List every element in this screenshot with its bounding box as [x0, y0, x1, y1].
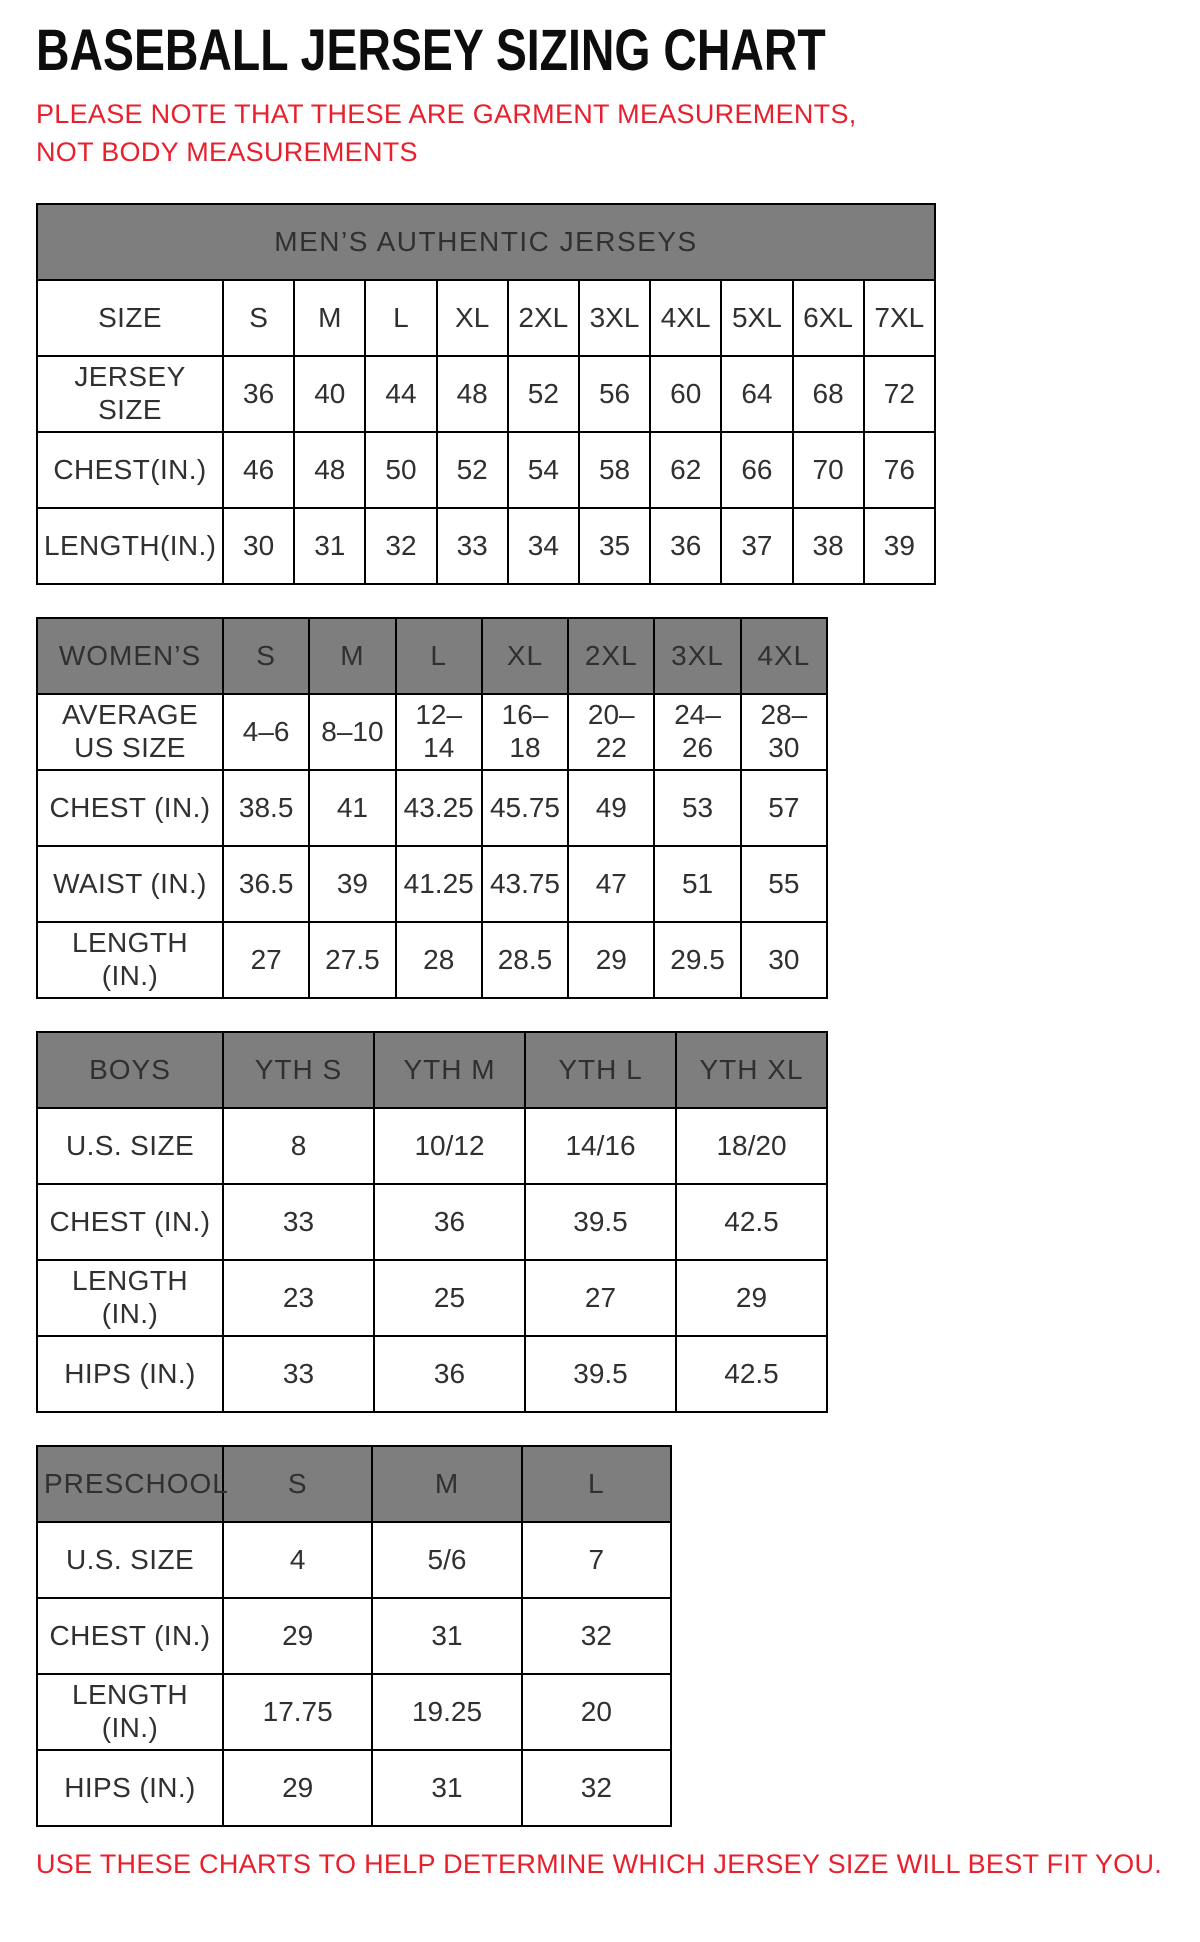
preschool-header-col-2: L — [522, 1446, 671, 1522]
mens-banner-row — [37, 204, 935, 280]
mens-cell-1-7: 64 — [721, 356, 792, 432]
preschool-cell-3-0: 29 — [223, 1750, 372, 1826]
mens-cell-2-6: 62 — [650, 432, 721, 508]
womens-row-label-1: CHEST (IN.) — [37, 770, 223, 846]
womens-cell-1-5: 53 — [654, 770, 740, 846]
mens-cell-0-6: 4XL — [650, 280, 721, 356]
preschool-header-label: PRESCHOOL — [37, 1446, 223, 1522]
womens-header-row — [37, 618, 827, 694]
womens-sizing-table — [36, 617, 828, 999]
womens-cell-2-3: 43.75 — [482, 846, 568, 922]
preschool-cell-2-0: 17.75 — [223, 1674, 372, 1750]
preschool-header-col-0: S — [223, 1446, 372, 1522]
page-title — [36, 20, 1172, 83]
womens-cell-3-4: 29 — [568, 922, 654, 998]
womens-row-2 — [37, 846, 827, 922]
preschool-cell-2-1: 19.25 — [372, 1674, 521, 1750]
womens-cell-0-0: 4–6 — [223, 694, 309, 770]
womens-cell-1-2: 43.25 — [396, 770, 482, 846]
boys-cell-0-3: 18/20 — [676, 1108, 827, 1184]
womens-row-0 — [37, 694, 827, 770]
mens-cell-1-2: 44 — [365, 356, 436, 432]
womens-cell-3-1: 27.5 — [309, 922, 395, 998]
boys-header-label: BOYS — [37, 1032, 223, 1108]
preschool-row-2 — [37, 1674, 671, 1750]
mens-cell-3-1: 31 — [294, 508, 365, 584]
mens-cell-1-6: 60 — [650, 356, 721, 432]
womens-header-col-0: S — [223, 618, 309, 694]
preschool-header-col-1: M — [372, 1446, 521, 1522]
mens-cell-0-4: 2XL — [508, 280, 579, 356]
womens-cell-3-5: 29.5 — [654, 922, 740, 998]
mens-cell-1-9: 72 — [864, 356, 935, 432]
preschool-cell-3-1: 31 — [372, 1750, 521, 1826]
boys-row-label-0: U.S. SIZE — [37, 1108, 223, 1184]
mens-cell-2-1: 48 — [294, 432, 365, 508]
womens-header-label: WOMEN’S — [37, 618, 223, 694]
womens-cell-0-1: 8–10 — [309, 694, 395, 770]
womens-header-col-2: L — [396, 618, 482, 694]
mens-cell-3-0: 30 — [223, 508, 294, 584]
womens-header-col-5: 3XL — [654, 618, 740, 694]
mens-cell-0-2: L — [365, 280, 436, 356]
womens-cell-0-5: 24–26 — [654, 694, 740, 770]
womens-cell-1-0: 38.5 — [223, 770, 309, 846]
mens-row-3 — [37, 508, 935, 584]
mens-row-0 — [37, 280, 935, 356]
mens-cell-1-4: 52 — [508, 356, 579, 432]
womens-row-label-3: LENGTH (IN.) — [37, 922, 223, 998]
womens-cell-2-6: 55 — [741, 846, 827, 922]
mens-row-1 — [37, 356, 935, 432]
boys-row-2 — [37, 1260, 827, 1336]
womens-cell-0-4: 20–22 — [568, 694, 654, 770]
boys-header-col-1: YTH M — [374, 1032, 525, 1108]
mens-cell-2-2: 50 — [365, 432, 436, 508]
preschool-cell-1-1: 31 — [372, 1598, 521, 1674]
preschool-cell-1-0: 29 — [223, 1598, 372, 1674]
womens-cell-2-1: 39 — [309, 846, 395, 922]
mens-cell-0-1: M — [294, 280, 365, 356]
boys-header-col-3: YTH XL — [676, 1032, 827, 1108]
mens-cell-2-0: 46 — [223, 432, 294, 508]
womens-header-col-4: 2XL — [568, 618, 654, 694]
mens-cell-1-8: 68 — [793, 356, 864, 432]
boys-cell-0-2: 14/16 — [525, 1108, 676, 1184]
mens-cell-3-5: 35 — [579, 508, 650, 584]
womens-row-label-0: AVERAGE US SIZE — [37, 694, 223, 770]
mens-cell-1-0: 36 — [223, 356, 294, 432]
womens-cell-1-4: 49 — [568, 770, 654, 846]
mens-sizing-table — [36, 203, 936, 585]
mens-cell-1-1: 40 — [294, 356, 365, 432]
boys-row-label-1: CHEST (IN.) — [37, 1184, 223, 1260]
mens-cell-1-5: 56 — [579, 356, 650, 432]
boys-sizing-table — [36, 1031, 828, 1413]
preschool-sizing-table — [36, 1445, 672, 1827]
preschool-cell-1-2: 32 — [522, 1598, 671, 1674]
mens-row-label-0: SIZE — [37, 280, 223, 356]
womens-cell-2-4: 47 — [568, 846, 654, 922]
footer-note: USE THESE CHARTS TO HELP DETERMINE WHICH JERSEY SIZE WILL BEST FIT YOU. — [36, 1848, 1163, 1879]
preschool-row-label-3: HIPS (IN.) — [37, 1750, 223, 1826]
preschool-cell-0-0: 4 — [223, 1522, 372, 1598]
boys-cell-1-3: 42.5 — [676, 1184, 827, 1260]
boys-cell-2-3: 29 — [676, 1260, 827, 1336]
mens-cell-0-5: 3XL — [579, 280, 650, 356]
mens-cell-0-9: 7XL — [864, 280, 935, 356]
boys-cell-1-0: 33 — [223, 1184, 374, 1260]
mens-cell-3-8: 38 — [793, 508, 864, 584]
boys-cell-2-0: 23 — [223, 1260, 374, 1336]
womens-cell-2-0: 36.5 — [223, 846, 309, 922]
boys-cell-2-2: 27 — [525, 1260, 676, 1336]
mens-cell-3-3: 33 — [437, 508, 508, 584]
mens-cell-2-7: 66 — [721, 432, 792, 508]
mens-cell-0-0: S — [223, 280, 294, 356]
preschool-row-label-2: LENGTH (IN.) — [37, 1674, 223, 1750]
mens-cell-2-9: 76 — [864, 432, 935, 508]
womens-cell-3-3: 28.5 — [482, 922, 568, 998]
boys-cell-1-1: 36 — [374, 1184, 525, 1260]
boys-cell-3-0: 33 — [223, 1336, 374, 1412]
boys-cell-0-0: 8 — [223, 1108, 374, 1184]
mens-cell-1-3: 48 — [437, 356, 508, 432]
boys-cell-3-1: 36 — [374, 1336, 525, 1412]
preschool-row-label-1: CHEST (IN.) — [37, 1598, 223, 1674]
boys-cell-0-1: 10/12 — [374, 1108, 525, 1184]
preschool-header-row — [37, 1446, 671, 1522]
mens-cell-0-7: 5XL — [721, 280, 792, 356]
mens-row-label-1: JERSEY SIZE — [37, 356, 223, 432]
boys-cell-3-2: 39.5 — [525, 1336, 676, 1412]
womens-row-3 — [37, 922, 827, 998]
womens-row-label-2: WAIST (IN.) — [37, 846, 223, 922]
measurement-note: PLEASE NOTE THAT THESE ARE GARMENT MEASUREMENTS, NOT BODY MEASUREMENTS — [36, 98, 857, 167]
boys-header-col-0: YTH S — [223, 1032, 374, 1108]
boys-row-3 — [37, 1336, 827, 1412]
preschool-row-1 — [37, 1598, 671, 1674]
boys-row-label-3: HIPS (IN.) — [37, 1336, 223, 1412]
boys-cell-3-3: 42.5 — [676, 1336, 827, 1412]
womens-cell-0-3: 16–18 — [482, 694, 568, 770]
womens-cell-2-2: 41.25 — [396, 846, 482, 922]
mens-cell-0-8: 6XL — [793, 280, 864, 356]
mens-cell-2-8: 70 — [793, 432, 864, 508]
page-title-text: BASEBALL JERSEY SIZING CHART — [36, 18, 826, 83]
mens-cell-2-4: 54 — [508, 432, 579, 508]
womens-header-col-6: 4XL — [741, 618, 827, 694]
mens-row-label-3: LENGTH(IN.) — [37, 508, 223, 584]
boys-row-1 — [37, 1184, 827, 1260]
mens-cell-3-4: 34 — [508, 508, 579, 584]
mens-row-label-2: CHEST(IN.) — [37, 432, 223, 508]
mens-cell-2-3: 52 — [437, 432, 508, 508]
preschool-cell-0-2: 7 — [522, 1522, 671, 1598]
mens-row-2 — [37, 432, 935, 508]
mens-cell-3-2: 32 — [365, 508, 436, 584]
womens-header-col-1: M — [309, 618, 395, 694]
womens-cell-1-3: 45.75 — [482, 770, 568, 846]
womens-cell-0-2: 12–14 — [396, 694, 482, 770]
womens-cell-2-5: 51 — [654, 846, 740, 922]
boys-row-label-2: LENGTH (IN.) — [37, 1260, 223, 1336]
boys-header-row — [37, 1032, 827, 1108]
preschool-cell-0-1: 5/6 — [372, 1522, 521, 1598]
womens-cell-0-6: 28–30 — [741, 694, 827, 770]
womens-row-1 — [37, 770, 827, 846]
preschool-row-0 — [37, 1522, 671, 1598]
womens-cell-3-0: 27 — [223, 922, 309, 998]
boys-header-col-2: YTH L — [525, 1032, 676, 1108]
boys-cell-2-1: 25 — [374, 1260, 525, 1336]
preschool-row-label-0: U.S. SIZE — [37, 1522, 223, 1598]
boys-cell-1-2: 39.5 — [525, 1184, 676, 1260]
mens-cell-3-7: 37 — [721, 508, 792, 584]
womens-cell-3-6: 30 — [741, 922, 827, 998]
womens-cell-1-1: 41 — [309, 770, 395, 846]
boys-row-0 — [37, 1108, 827, 1184]
womens-cell-3-2: 28 — [396, 922, 482, 998]
mens-cell-3-9: 39 — [864, 508, 935, 584]
womens-cell-1-6: 57 — [741, 770, 827, 846]
preschool-cell-3-2: 32 — [522, 1750, 671, 1826]
mens-cell-3-6: 36 — [650, 508, 721, 584]
mens-banner: MEN’S AUTHENTIC JERSEYS — [37, 204, 935, 280]
preschool-row-3 — [37, 1750, 671, 1826]
mens-cell-0-3: XL — [437, 280, 508, 356]
womens-header-col-3: XL — [482, 618, 568, 694]
preschool-cell-2-2: 20 — [522, 1674, 671, 1750]
mens-cell-2-5: 58 — [579, 432, 650, 508]
